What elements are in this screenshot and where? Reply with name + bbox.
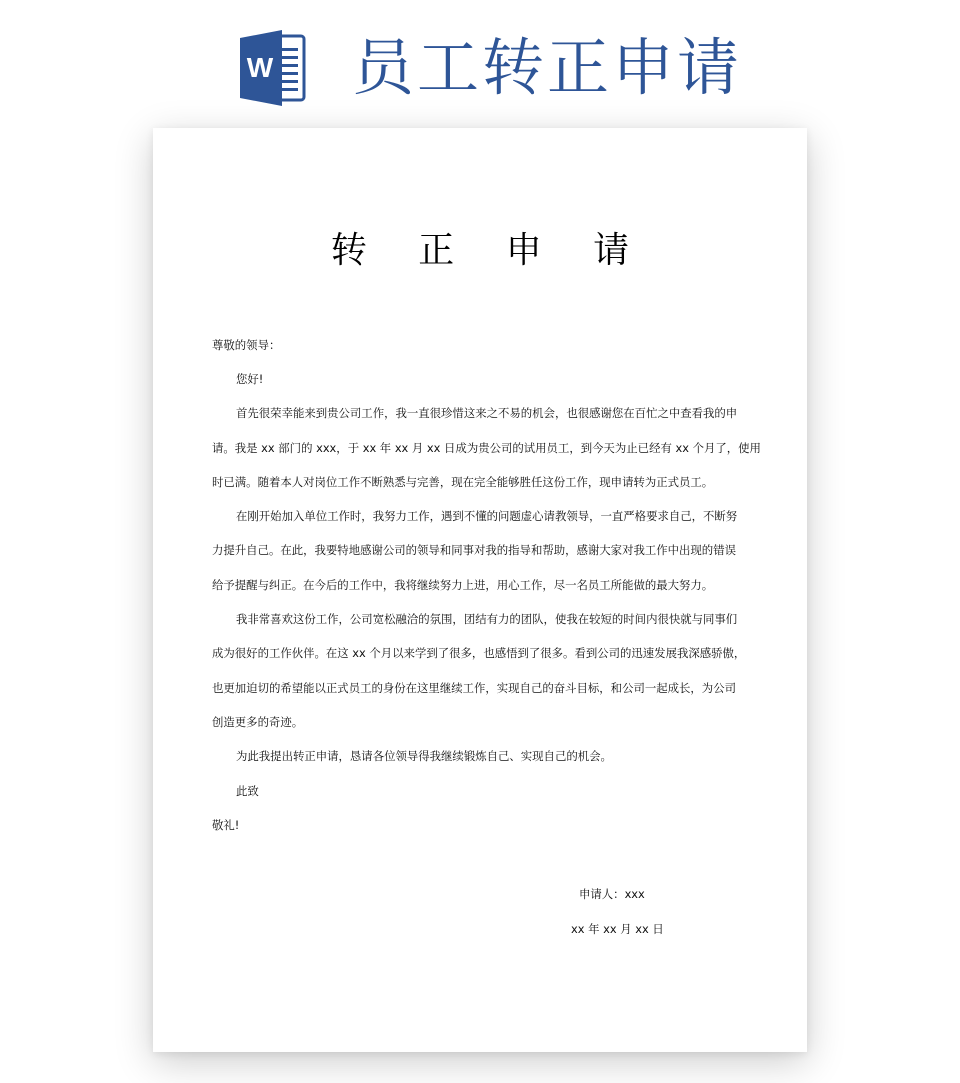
closing-line: 此致 xyxy=(236,784,259,798)
body-line: 给予提醒与纠正。在今后的工作中，我将继续努力上进，用心工作，尽一名员工所能做的最大努力。 xyxy=(212,578,714,592)
greeting: 您好! xyxy=(236,372,264,386)
body-line: 时已满。随着本人对岗位工作不断熟悉与完善，现在完全能够胜任这份工作，现申请转为正式员工。 xyxy=(212,475,714,489)
word-icon-letter: W xyxy=(246,52,274,83)
body-line: 我非常喜欢这份工作，公司宽松融洽的氛围，团结有力的团队，使我在较短的时间内很快就与同事们 xyxy=(236,612,738,626)
applicant-signature: 申请人：xxx xyxy=(579,887,645,901)
body-line: 在刚开始加入单位工作时，我努力工作，遇到不懂的问题虚心请教领导，一直严格要求自己，不断努 xyxy=(236,509,738,523)
closing-line: 敬礼! xyxy=(212,818,240,832)
body-line: 力提升自己。在此，我要特地感谢公司的领导和同事对我的指导和帮助，感谢大家对我工作中出现的错误 xyxy=(212,543,736,557)
banner xyxy=(0,18,960,118)
word-document-icon xyxy=(238,26,308,110)
signature-date: xx 年 xx 月 xx 日 xyxy=(571,922,664,936)
document-page xyxy=(153,128,807,1052)
body-line: 创造更多的奇迹。 xyxy=(212,715,304,729)
document-title: 转 正 申 请 xyxy=(330,230,650,271)
body-line: 首先很荣幸能来到贵公司工作，我一直很珍惜这来之不易的机会，也很感谢您在百忙之中查看我的申 xyxy=(236,406,738,420)
salutation: 尊敬的领导： xyxy=(212,338,281,352)
body-line: 也更加迫切的希望能以正式员工的身份在这里继续工作，实现自己的奋斗目标，和公司一起成长，为公司 xyxy=(212,681,736,695)
body-line: 成为很好的工作伙伴。在这 xx 个月以来学到了很多，也感悟到了很多。看到公司的迅速发展我深感骄傲， xyxy=(212,646,746,660)
body-line: 为此我提出转正申请，恳请各位领导得我继续锻炼自己、实现自己的机会。 xyxy=(236,749,612,763)
banner-title: 员工转正申请 xyxy=(352,31,743,104)
body-line: 请。我是 xx 部门的 xxx，于 xx 年 xx 月 xx 日成为贵公司的试用员工，到今天为止已经有 xx 个月了，使用 xyxy=(212,441,761,455)
